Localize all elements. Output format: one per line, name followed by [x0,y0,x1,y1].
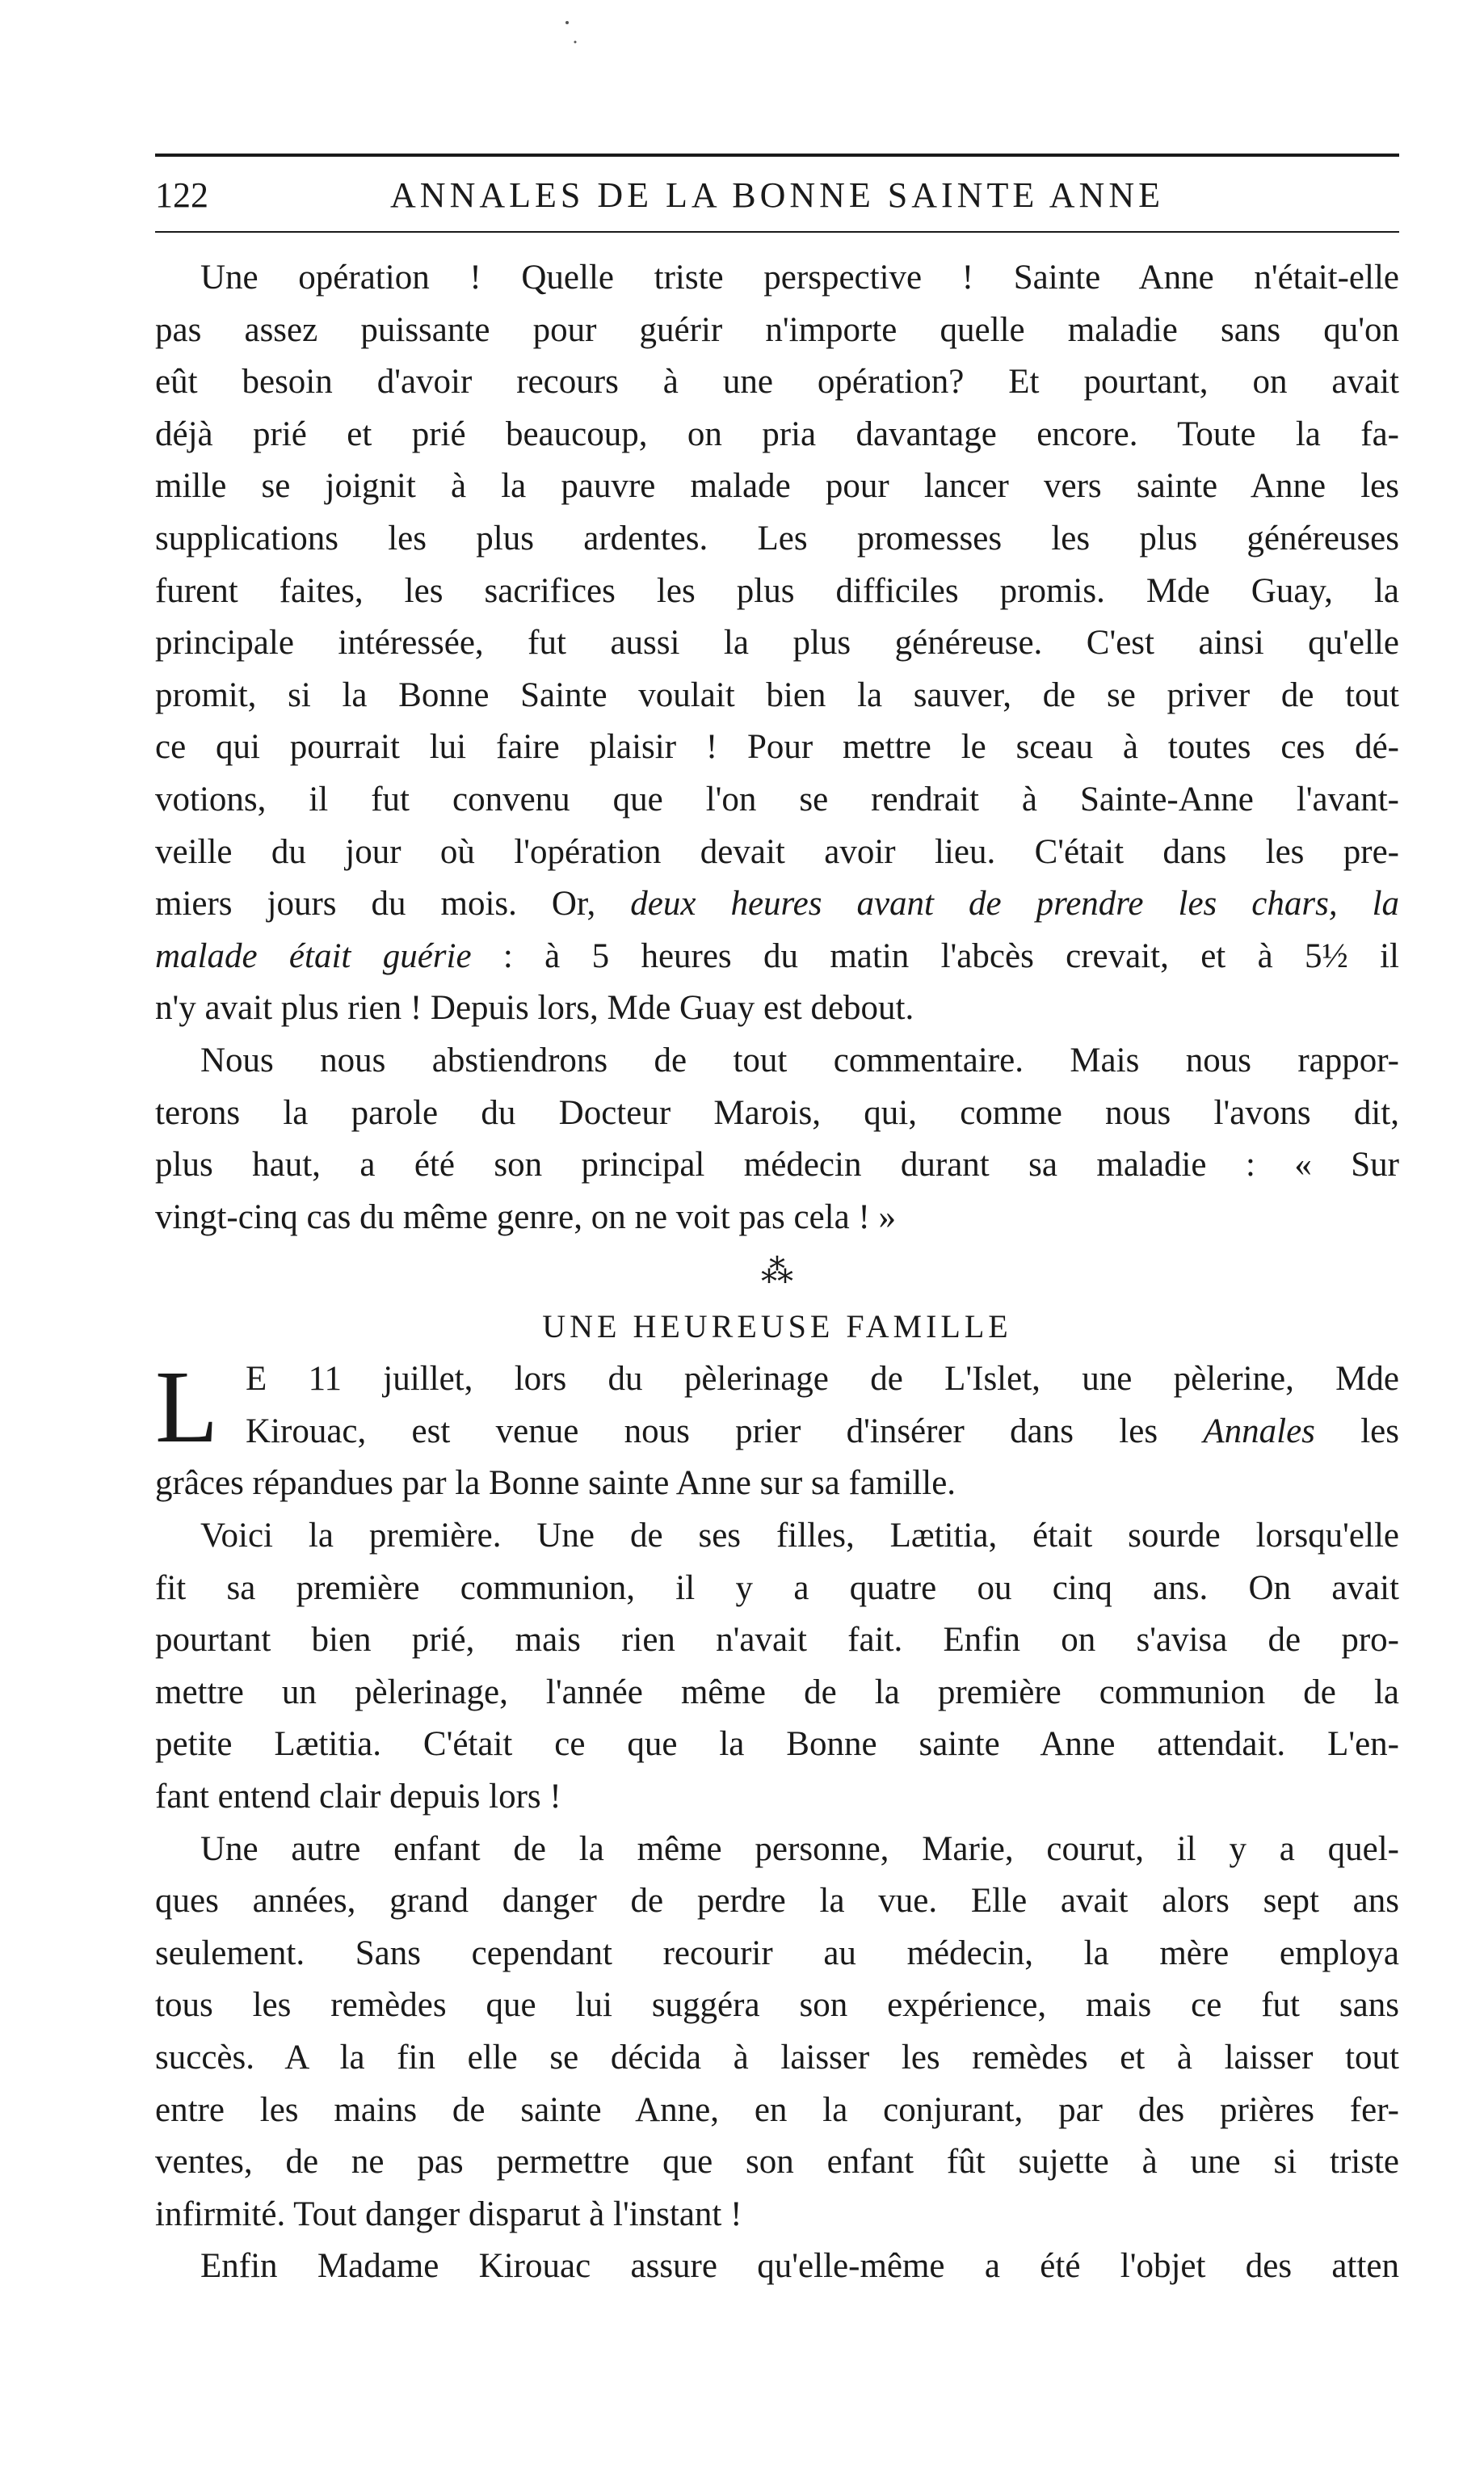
text-line: petite Lætitia. C'était ce que la Bonne sainte Anne attendait. L'en- [155,1725,1399,1764]
paragraph [155,2241,1399,2293]
italic-run: malade était guérie [155,936,472,975]
text-line: seulement. Sans cependant recourir au médecin, la mère employa [155,1934,1399,1972]
text-line: plus haut, a été son principal médecin durant sa maladie : « Sur [155,1146,1399,1185]
paragraph [155,252,1399,1035]
text-line: déjà prié et prié beaucoup, on pria davantage encore. Toute la fa- [155,414,1399,453]
text-run: miers jours du mois. Or, [155,885,596,924]
text-line: fit sa première communion, il y a quatre ou cinq ans. On avait [155,1568,1399,1607]
text-line: ques années, grand danger de perdre la vue. Elle avait alors sept ans [155,1882,1399,1921]
text-line: ce qui pourrait lui faire plaisir ! Pour mettre le sceau à toutes ces dé- [155,728,1399,767]
text-line: grâces répandues par la Bonne sainte Anne sur sa famille. [155,1464,956,1503]
text-line: pourtant bien prié, mais rien n'avait fait. Enfin on s'avisa de pro- [155,1621,1399,1660]
text-line: ventes, de ne pas permettre que son enfant fût sujette à une si triste [155,2143,1399,2182]
header-rule-bottom [155,231,1399,233]
text-line: eût besoin d'avoir recours à une opération? Et pourtant, on avait [155,363,1399,402]
paragraph [155,1349,1400,1510]
text-line: supplications les plus ardentes. Les promesses les plus généreuses [155,519,1399,558]
running-title: ANNALES DE LA BONNE SAINTE ANNE [390,175,1164,215]
page-number: 122 [155,175,208,215]
text-line: Nous nous abstiendrons de tout commentaire. Mais nous rappor- [200,1041,1399,1079]
italic-run: Annales [1203,1412,1315,1450]
text-line: promit, si la Bonne Sainte voulait bien la sauver, de se priver de tout [155,675,1399,714]
text-line: furent faites, les sacrifices les plus difficiles promis. Mde Guay, la [155,571,1399,610]
text-line: Une autre enfant de la même personne, Marie, courut, il y a quel- [200,1829,1399,1868]
book-page [155,0,1399,2487]
text-line: principale intéressée, fut aussi la plus généreuse. C'est ainsi qu'elle [155,624,1399,663]
text-line: votions, il fut convenu que l'on se rendrait à Sainte-Anne l'avant- [155,780,1399,818]
text-line: fant entend clair depuis lors ! [155,1778,561,1816]
paragraph [155,1035,1399,1244]
drop-cap: L [155,1349,219,1465]
italic-run: la [1372,885,1400,924]
text-line [155,878,1399,931]
text-line: mille se joignit à la pauvre malade pour lancer vers sainte Anne les [155,467,1399,506]
paragraph [155,1510,1399,1824]
text-line: E 11 juillet, lors du pèlerinage de L'Islet, une pèlerine, Mde [246,1360,1399,1399]
text-line: mettre un pèlerinage, l'année même de la première communion de la [155,1673,1399,1711]
text-run: : à 5 heures du matin l'abcès crevait, et à 5½ il [502,936,1399,975]
page-header [155,171,1399,220]
text-run: les [1360,1412,1400,1450]
text-line: infirmité. Tout danger disparut à l'instant ! [155,2195,742,2233]
page-body [155,252,1399,2293]
text-line: succès. A la fin elle se décida à laisser les remèdes et à laisser tout [155,2039,1399,2077]
text-line: veille du jour où l'opération devait avoir lieu. C'était dans les pre- [155,832,1399,871]
text-line [155,1406,1399,1458]
section-title: UNE HEUREUSE FAMILLE [542,1308,1012,1345]
text-line: Enfin Madame Kirouac assure qu'elle-même a été l'objet des atten [200,2247,1399,2286]
text-line: Une opération ! Quelle triste perspective ! Sainte Anne n'était-elle [200,259,1399,297]
text-run: Kirouac, est venue nous prier d'insérer dans les [246,1412,1158,1450]
text-line: n'y avait plus rien ! Depuis lors, Mde Guay est debout. [155,989,914,1028]
text-line: pas assez puissante pour guérir n'importe quelle maladie sans qu'on [155,310,1399,349]
italic-run: deux heures avant de prendre les chars, [630,885,1338,924]
text-line: vingt-cinq cas du même genre, on ne voit pas cela ! » [155,1197,897,1236]
text-line [155,931,1399,983]
paragraph [155,1824,1399,2241]
text-line: entre les mains de sainte Anne, en la conjurant, par des prières fer- [155,2090,1399,2129]
ornament-icon: ⁂ [761,1253,793,1290]
text-line: terons la parole du Docteur Marois, qui, comme nous l'avons dit, [155,1093,1399,1132]
text-line: Voici la première. Une de ses filles, Lætitia, était sourde lorsqu'elle [200,1517,1399,1555]
header-rule-top [155,154,1399,157]
text-line: tous les remèdes que lui suggéra son expérience, mais ce fut sans [155,1986,1399,2025]
